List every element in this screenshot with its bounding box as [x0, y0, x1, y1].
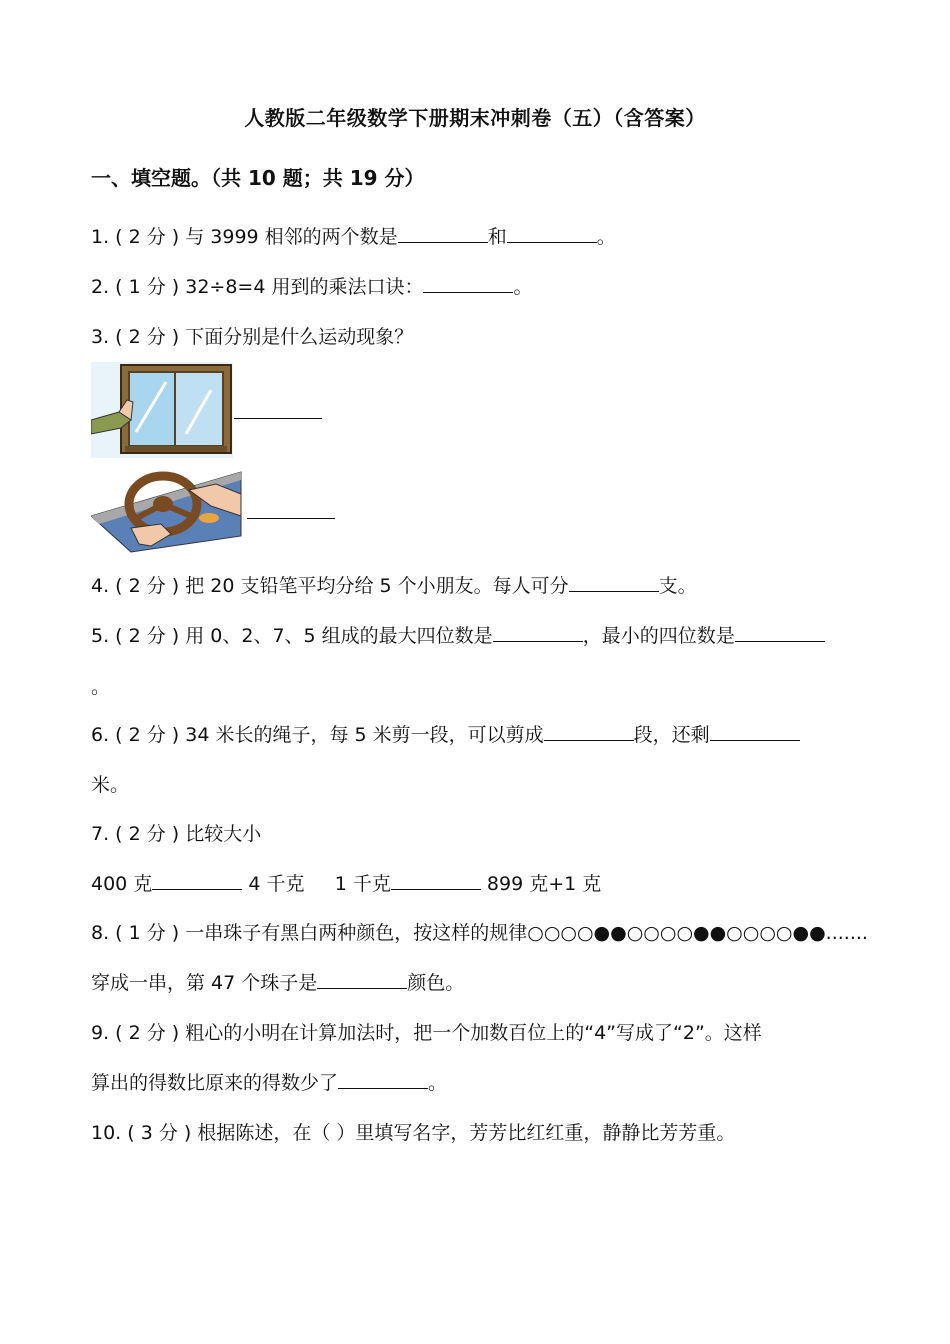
q4-end: 支。 — [658, 575, 697, 597]
q5-blank-1[interactable] — [493, 625, 583, 642]
q9-line2-text: 算出的得数比原来的得数少了 — [91, 1072, 339, 1094]
section-heading: 一、填空题。（共 10 题；共 19 分） — [91, 166, 425, 190]
q7-a: 400 克 — [91, 873, 153, 895]
question-5 — [91, 621, 825, 648]
q1-end: 。 — [596, 226, 616, 248]
q5-mid: ，最小的四位数是 — [582, 625, 735, 647]
q3-blank-2[interactable] — [247, 518, 335, 519]
question-1 — [91, 222, 616, 249]
q5-blank-2[interactable] — [735, 625, 825, 642]
q2-blank[interactable] — [423, 276, 513, 293]
q6-blank-1[interactable] — [544, 724, 634, 741]
question-9: 9. ( 2 分 ) 粗心的小明在计算加法时，把一个加数百位上的“4”写成了“2”。这样 — [91, 1022, 762, 1044]
q2-end: 。 — [513, 276, 533, 298]
q1-text: 1. ( 2 分 ) 与 3999 相邻的两个数是 — [91, 226, 398, 248]
question-6 — [91, 720, 800, 747]
q7-blank-2[interactable] — [391, 873, 481, 890]
q6-blank-2[interactable] — [710, 724, 800, 741]
window-sliding-picture — [91, 362, 233, 458]
q4-blank[interactable] — [569, 575, 659, 592]
q8-blank[interactable] — [317, 972, 407, 989]
steering-wheel-picture — [91, 466, 243, 554]
q4-text: 4. ( 2 分 ) 把 20 支铅笔平均分给 5 个小朋友。每人可分 — [91, 575, 569, 597]
q1-blank-2[interactable] — [507, 226, 597, 243]
q2-text: 2. ( 1 分 ) 32÷8=4 用到的乘法口诀： — [91, 276, 424, 298]
question-4 — [91, 571, 697, 598]
question-2 — [91, 272, 533, 299]
q7-d: 899 克+1 克 — [486, 873, 602, 895]
q1-blank-1[interactable] — [398, 226, 488, 243]
q6-text: 6. ( 2 分 ) 34 米长的绳子，每 5 米剪一段，可以剪成 — [91, 724, 544, 746]
q6-end: 米。 — [91, 774, 130, 796]
q7-b: 4 千克 — [248, 873, 305, 895]
q8-line2 — [91, 968, 464, 995]
question-8: 8. ( 1 分 ) 一串珠子有黑白两种颜色，按这样的规律○○○○●●○○○○●●○○○○●●....... — [91, 922, 868, 944]
page-title: 人教版二年级数学下册期末冲刺卷（五）（含答案） — [244, 106, 706, 130]
q7-compare-row — [91, 869, 601, 896]
q6-mid: 段，还剩 — [633, 724, 710, 746]
question-10: 10. ( 3 分 ) 根据陈述，在（ ）里填写名字，芳芳比红红重，静静比芳芳重。 — [91, 1122, 736, 1144]
q3-blank-1[interactable] — [234, 418, 322, 419]
q1-mid: 和 — [487, 226, 507, 248]
q7-blank-1[interactable] — [152, 873, 242, 890]
q9-line2 — [91, 1068, 447, 1095]
q7-c: 1 千克 — [334, 873, 391, 895]
q5-end: 。 — [91, 676, 111, 698]
q8-end: 颜色。 — [407, 972, 465, 994]
question-3: 3. ( 2 分 ) 下面分别是什么运动现象？ — [91, 326, 414, 348]
q9-blank[interactable] — [338, 1072, 428, 1089]
question-7: 7. ( 2 分 ) 比较大小 — [91, 823, 262, 845]
q8-line2-text: 穿成一串，第 47 个珠子是 — [91, 972, 318, 994]
q9-end: 。 — [428, 1072, 448, 1094]
q5-text: 5. ( 2 分 ) 用 0、2、7、5 组成的最大四位数是 — [91, 625, 493, 647]
